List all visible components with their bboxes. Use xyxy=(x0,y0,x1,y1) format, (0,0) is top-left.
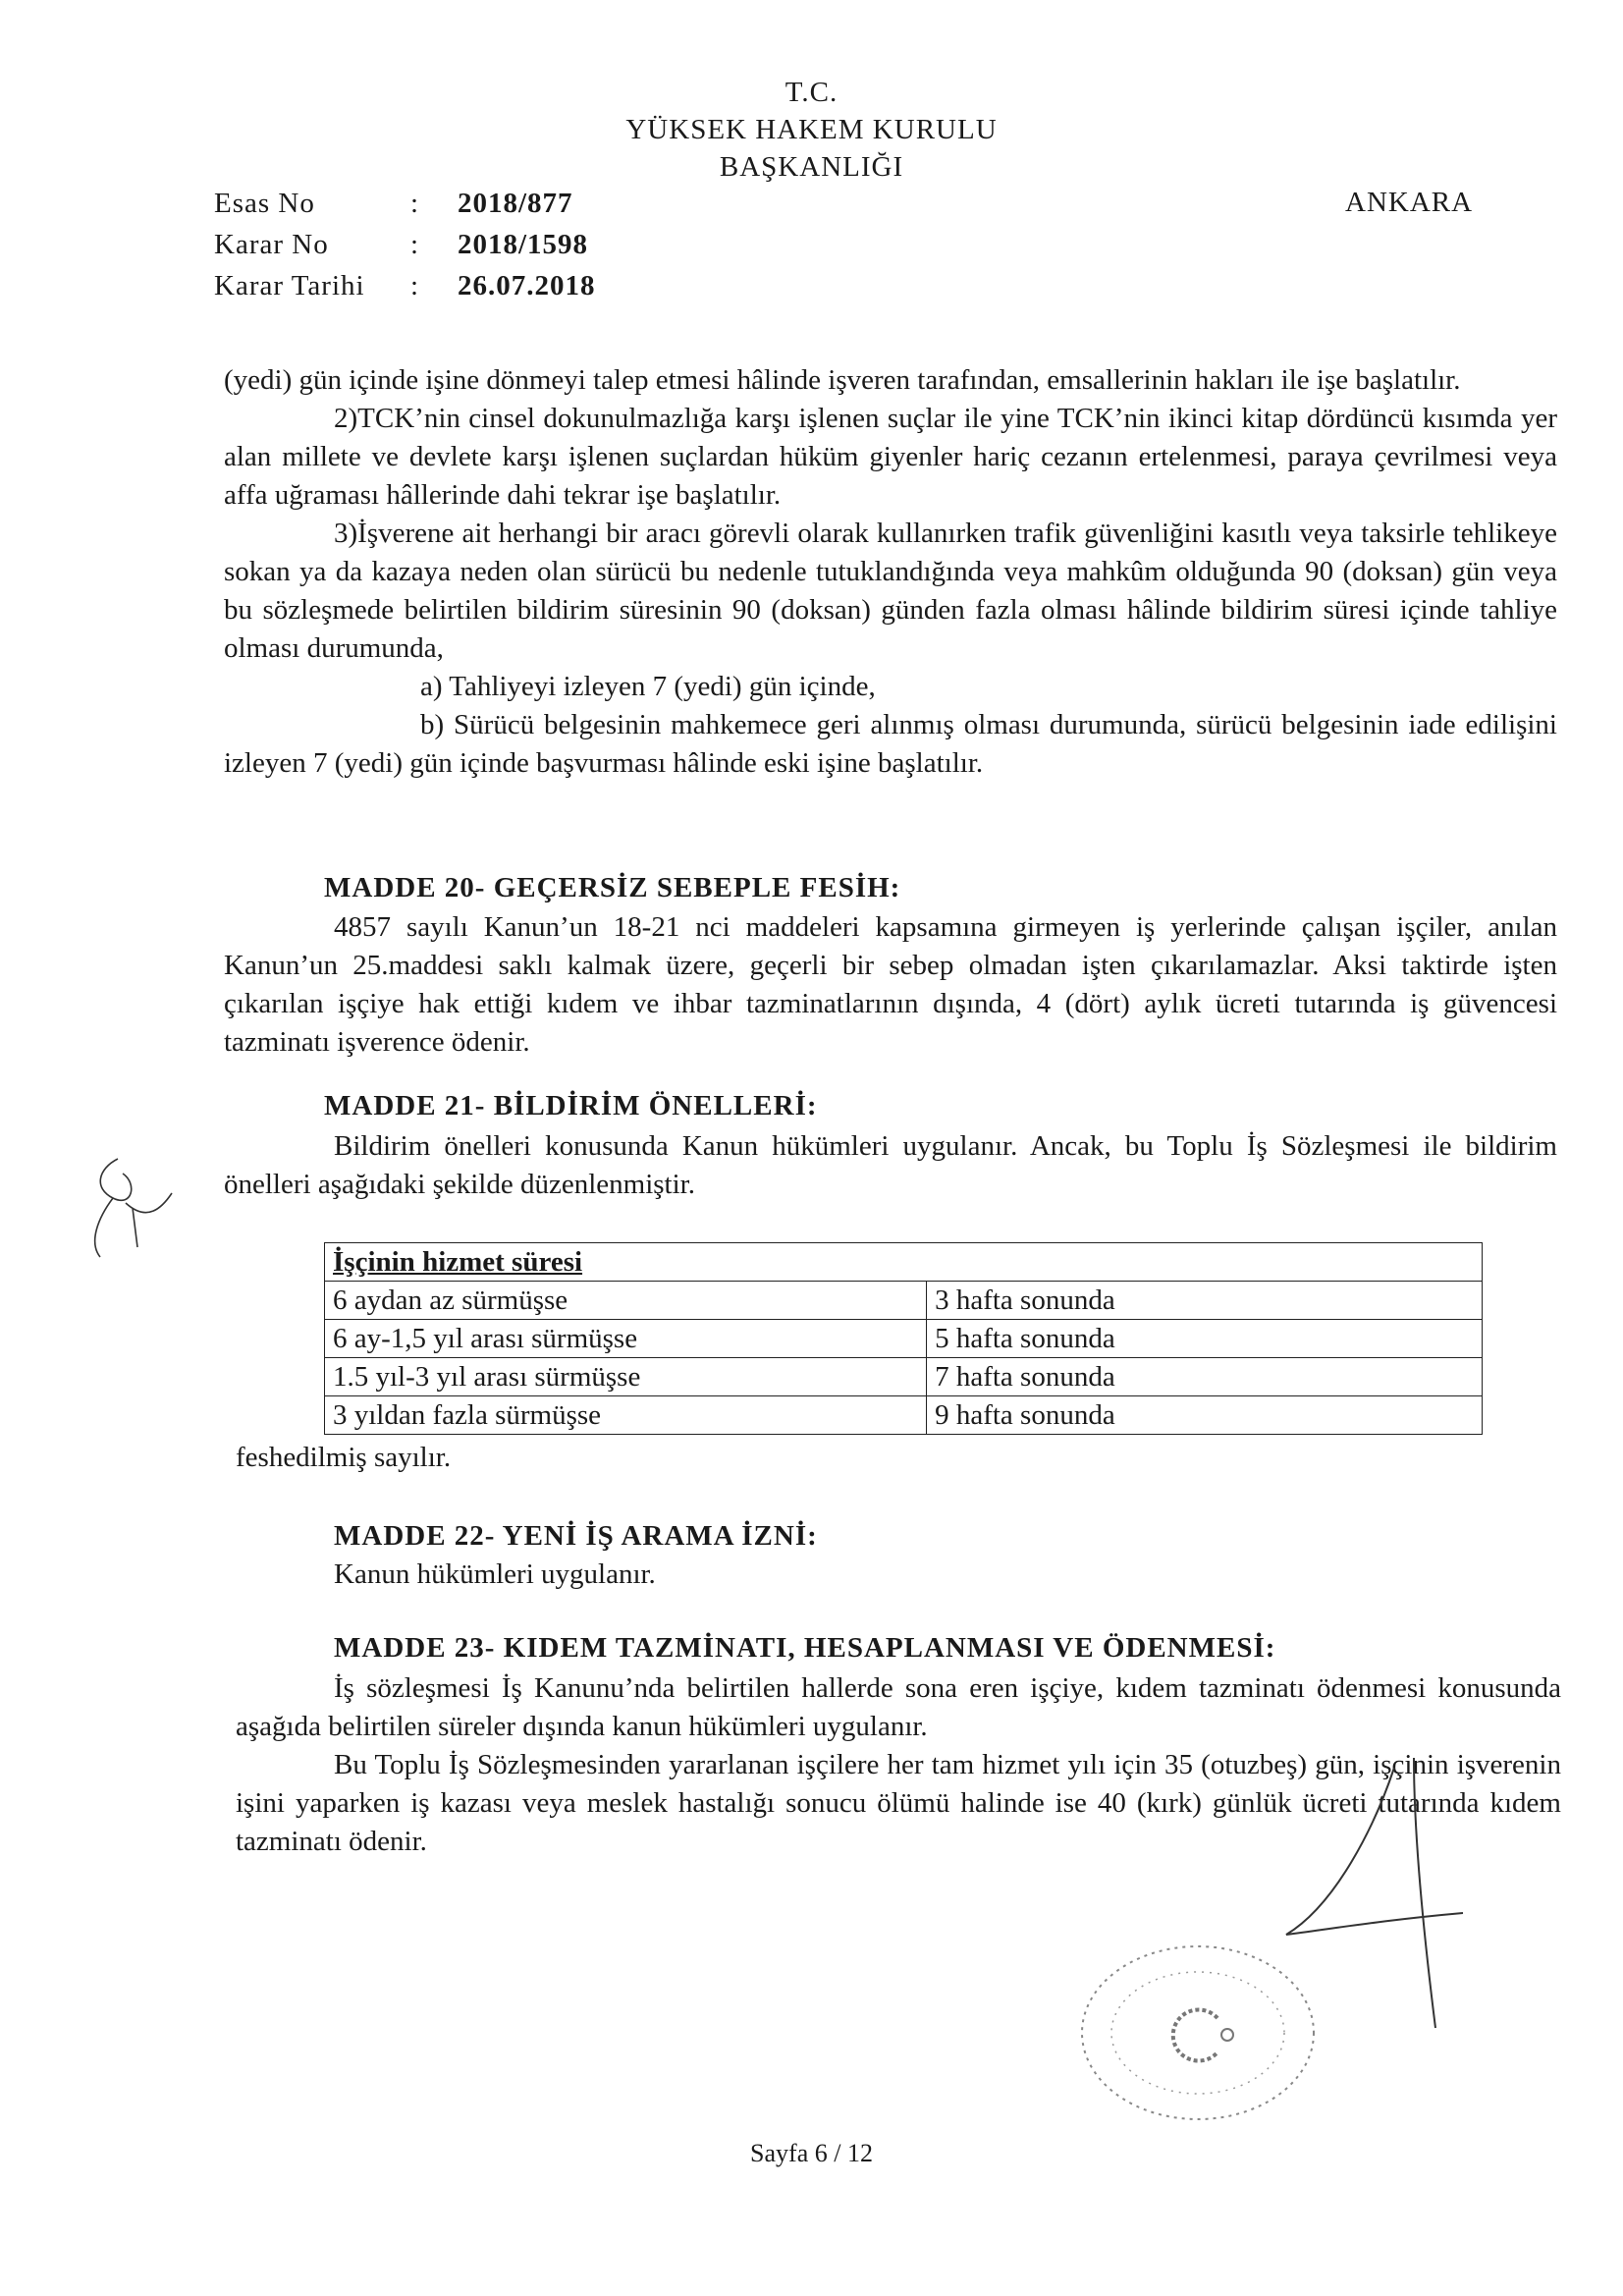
intro-p5 xyxy=(224,706,1557,783)
meta-sep: : xyxy=(410,188,419,219)
table-cell-period: 6 aydan az sürmüşse xyxy=(325,1282,927,1320)
intro-p2: 2)TCK’nin cinsel dokunulmazlığa karşı işlenen suçlar ile yine TCK’nin ikinci kitap dördüncü kısımda yer alan millete ve devlete karşı işlenen suçlardan hüküm giyenler hariç cezanın ertelenmesi, paraya çevrilmesi veya affa uğraması hâllerinde dahi tekrar işe başlatılır. xyxy=(224,403,1557,511)
madde-20-para: 4857 sayılı Kanun’un 18-21 nci maddeleri kapsamına girmeyen iş yerlerinde çalışan işçiler, anılan Kanun’un 25.maddesi saklı kalmak üzere, geçerli bir sebep olmadan işten çıkarılamazlar. Aksi taktirde işten çıkarılan işçiye hak ettiği kıdem ve ihbar tazminatlarının dışında, 4 (dört) aylık ücreti tutarında iş güvencesi tazminatı işverence ödenir. xyxy=(224,911,1557,1058)
madde-23-p1: İş sözleşmesi İş Kanunu’nda belirtilen hallerde sona eren işçiye, kıdem tazminatı ödenmesi konusunda aşağıda belirtilen süreler dışında kanun hükümleri uygulanır. xyxy=(236,1672,1561,1742)
intro-p5-text: b) Sürücü belgesinin mahkemece geri alınmış olması durumunda, sürücü belgesinin iade edilişini izleyen 7 (yedi) gün içinde başvurması hâlinde eski işine başlatılır. xyxy=(224,709,1557,779)
meta-sep: : xyxy=(410,270,419,301)
page-number: Sayfa 6 / 12 xyxy=(750,2139,873,2167)
header-tc: T.C. xyxy=(784,77,839,108)
header-city: ANKARA xyxy=(1345,187,1474,218)
intro-section xyxy=(224,361,1557,783)
meta-esas xyxy=(214,187,573,220)
header-institution: YÜKSEK HAKEM KURULU xyxy=(625,114,998,145)
madde-20-title: MADDE 20- GEÇERSİZ SEBEPLE FESİH: xyxy=(324,872,901,903)
madde-22-title: MADDE 22- YENİ İŞ ARAMA İZNİ: xyxy=(334,1520,818,1552)
meta-karar xyxy=(214,228,588,261)
table-row xyxy=(325,1358,1483,1396)
meta-value: 26.07.2018 xyxy=(458,270,596,301)
table-header: İşçinin hizmet süresi xyxy=(325,1243,1483,1282)
intro-p3: 3)İşverene ait herhangi bir aracı görevli olarak kullanırken trafik güvenliğini kasıtlı veya taksirle tehlikeye sokan ya da kazaya neden olan sürücü bu nedenle tutuklandığında veya mahkûm olduğunda 90 (doksan) gün veya bu sözleşmede belirtilen bildirim süresinin 90 (doksan) günden fazla olması hâlinde bildirim süresi içinde tahliye olması durumunda, xyxy=(224,518,1557,664)
madde-23-p2: Bu Toplu İş Sözleşmesinden yararlanan işçilere her tam hizmet yılı için 35 (otuzbeş) gün, işçinin işverenin işini yaparken iş kazası veya meslek hastalığı sonucu ölümü halinde ise 40 (kırk) günlük ücreti tutarında kıdem tazminatı ödenir. xyxy=(236,1749,1561,1857)
madde-23-title: MADDE 23- KIDEM TAZMİNATI, HESAPLANMASI VE ÖDENMESİ: xyxy=(334,1632,1276,1664)
notice-period-table xyxy=(324,1242,1483,1435)
table-row xyxy=(325,1320,1483,1358)
meta-label: Esas No xyxy=(214,188,315,219)
table-header-row xyxy=(325,1243,1483,1282)
madde-21-text xyxy=(224,1127,1557,1204)
madde-20-text xyxy=(224,908,1557,1062)
madde-21-title: MADDE 21- BİLDİRİM ÖNELLERİ: xyxy=(324,1090,818,1121)
madde-21-para: Bildirim önelleri konusunda Kanun hükümleri uygulanır. Ancak, bu Toplu İş Sözleşmesi ile bildirim önelleri aşağıdaki şekilde düzenlenmiştir. xyxy=(224,1130,1557,1200)
meta-value: 2018/877 xyxy=(458,188,573,219)
table-cell-notice: 7 hafta sonunda xyxy=(927,1358,1483,1396)
table-cell-period: 1.5 yıl-3 yıl arası sürmüşse xyxy=(325,1358,927,1396)
intro-p4: a) Tahliyeyi izleyen 7 (yedi) gün içinde, xyxy=(420,671,876,702)
table-cell-notice: 9 hafta sonunda xyxy=(927,1396,1483,1435)
table-cell-period: 6 ay-1,5 yıl arası sürmüşse xyxy=(325,1320,927,1358)
meta-value: 2018/1598 xyxy=(458,229,589,260)
table-cell-notice: 3 hafta sonunda xyxy=(927,1282,1483,1320)
meta-tarih xyxy=(214,269,596,302)
table-row xyxy=(325,1282,1483,1320)
official-seal-stamp-icon xyxy=(1070,1935,1325,2131)
table-row xyxy=(325,1396,1483,1435)
meta-label: Karar Tarihi xyxy=(214,270,365,301)
table-cell-notice: 5 hafta sonunda xyxy=(927,1320,1483,1358)
meta-label: Karar No xyxy=(214,229,329,260)
madde-21-after: feshedilmiş sayılır. xyxy=(236,1442,452,1473)
header-department: BAŞKANLIĞI xyxy=(719,151,904,183)
intro-p1: (yedi) gün içinde işine dönmeyi talep etmesi hâlinde işveren tarafından, emsallerinin hakları ile işe başlatılır. xyxy=(224,364,1461,396)
handwritten-initial-mark xyxy=(79,1149,187,1267)
madde-22-text: Kanun hükümleri uygulanır. xyxy=(334,1558,656,1590)
meta-sep: : xyxy=(410,229,419,260)
table-cell-period: 3 yıldan fazla sürmüşse xyxy=(325,1396,927,1435)
